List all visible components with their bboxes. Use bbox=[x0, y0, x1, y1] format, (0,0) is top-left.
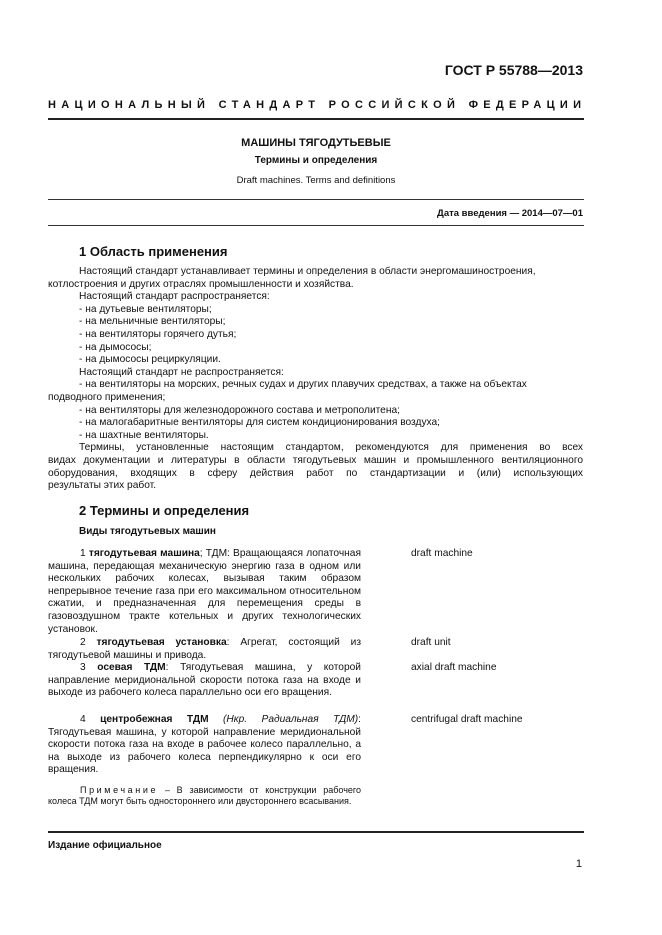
standard-banner: НАЦИОНАЛЬНЫЙ СТАНДАРТ РОССИЙСКОЙ ФЕДЕРАЦИИ bbox=[48, 99, 587, 111]
list-item: - на шахтные вентиляторы. bbox=[79, 429, 209, 441]
term-definition: Агрегат, состоящий из тягодутьевой машины и привода. bbox=[48, 637, 361, 661]
list-item: - на дутьевые вентиляторы; bbox=[79, 303, 212, 315]
document-title: МАШИНЫ ТЯГОДУТЬЕВЫЕ bbox=[241, 137, 391, 149]
paragraph: Настоящий стандарт устанавливает термины и определения в области энергомашиностроения, bbox=[79, 266, 536, 277]
paragraph: Термины, установленные настоящим стандартом, рекомендуются для применения во всех bbox=[79, 442, 583, 454]
term-name: центробежная ТДМ bbox=[100, 714, 209, 725]
term-abbreviation: : bbox=[358, 714, 361, 725]
paragraph-line: результаты этих работ. bbox=[48, 480, 157, 492]
term-abbreviation: : bbox=[165, 662, 169, 673]
document-subtitle: Термины и определения bbox=[254, 155, 378, 166]
section-1-heading: 1 Область применения bbox=[79, 244, 228, 259]
term-name: тягодутьевая установка bbox=[96, 637, 227, 648]
section-2-subheading: Виды тягодутьевых машин bbox=[79, 526, 216, 537]
note-text: – В зависимости от конструкции рабочего колеса ТДМ могут быть одностороннего или двустороннего всасывания. bbox=[48, 785, 361, 806]
term-definition: Вращающаяся лопаточная машина, передающая механическую энергию газа в одном или нескольких рабочих колесах, вызывая таким образом непрерывное течение газа при его максимальном относительном сжатии, и предназначенная для перемещения среды в газовоздушном тракте котельных и других технологических установок. bbox=[48, 548, 361, 635]
term-number: 1 bbox=[80, 548, 86, 559]
list-item: - на вентиляторы на морских, речных судах и других плавучих средствах, а также на объектах bbox=[79, 379, 527, 391]
term-entry-3 bbox=[48, 662, 361, 700]
section-2-heading: 2 Термины и определения bbox=[79, 503, 250, 518]
list-item: - на дымососы; bbox=[79, 341, 152, 353]
date-rule bbox=[48, 225, 584, 226]
header-rule bbox=[48, 118, 584, 120]
paragraph-line: оборудования, входящих в сферу действия работ по стандартизации и (или) использующих bbox=[48, 467, 583, 479]
list-item-continued: подводного применения; bbox=[48, 391, 166, 403]
term-definition: Тягодутьевая машина, у которой направление меридиональной скорости потока газа на входе и выходе из рабочего колеса параллельно оси его вращения. bbox=[48, 662, 361, 699]
term-abbreviation-note: (Нкр. Радиальная ТДМ) bbox=[208, 714, 359, 725]
section-1-body bbox=[48, 266, 583, 493]
page-number: 1 bbox=[575, 858, 582, 870]
title-rule bbox=[48, 199, 584, 200]
list-item: - на вентиляторы для железнодорожного состава и метрополитена; bbox=[79, 404, 400, 416]
term-name: тягодутьевая машина bbox=[88, 548, 200, 559]
introduction-date: Дата введения — 2014—07—01 bbox=[437, 208, 583, 219]
term-english-3: axial draft machine bbox=[411, 662, 497, 673]
term-english-2: draft unit bbox=[411, 637, 451, 648]
paragraph-line: видах документации и литературы в области тягодутьевых машин и промышленного вентиляционного bbox=[48, 454, 583, 466]
term-name: осевая ТДМ bbox=[97, 662, 166, 673]
official-edition-label: Издание официальное bbox=[48, 840, 162, 851]
term-entry-1 bbox=[48, 548, 361, 636]
term-entry-4 bbox=[48, 714, 361, 777]
document-number: ГОСТ Р 55788—2013 bbox=[444, 62, 583, 78]
note-label: Примечание bbox=[80, 785, 159, 795]
note bbox=[48, 785, 361, 807]
term-abbreviation: ; ТДМ: bbox=[199, 548, 230, 559]
term-english-4: centrifugal draft machine bbox=[411, 714, 523, 725]
list-item: - на малогабаритные вентиляторы для систем кондиционирования воздуха; bbox=[79, 417, 441, 429]
list-item: - на мельничные вентиляторы; bbox=[79, 316, 226, 328]
paragraph: котлостроения и других отраслях промышленности и хозяйства. bbox=[48, 278, 354, 290]
list-item: - на дымососы рециркуляции. bbox=[79, 354, 221, 366]
term-entry-2 bbox=[48, 637, 361, 662]
term-definition: Тягодутьевая машина, у которой направление меридиональной скорости потока газа на входе в рабочее колесо параллельно, а на выходе из рабочего колеса перпендикулярно к оси его вращения. bbox=[48, 726, 361, 776]
term-number: 4 bbox=[80, 714, 86, 725]
term-number: 3 bbox=[80, 662, 86, 673]
paragraph: Настоящий стандарт не распространяется: bbox=[79, 366, 284, 378]
list-item: - на вентиляторы горячего дутья; bbox=[79, 328, 237, 340]
footer-rule bbox=[48, 831, 584, 833]
term-abbreviation: : bbox=[226, 637, 230, 648]
paragraph: Настоящий стандарт распространяется: bbox=[79, 291, 270, 303]
term-english-1: draft machine bbox=[411, 548, 473, 559]
term-number: 2 bbox=[80, 637, 86, 648]
english-title: Draft machines. Terms and definitions bbox=[236, 175, 396, 186]
